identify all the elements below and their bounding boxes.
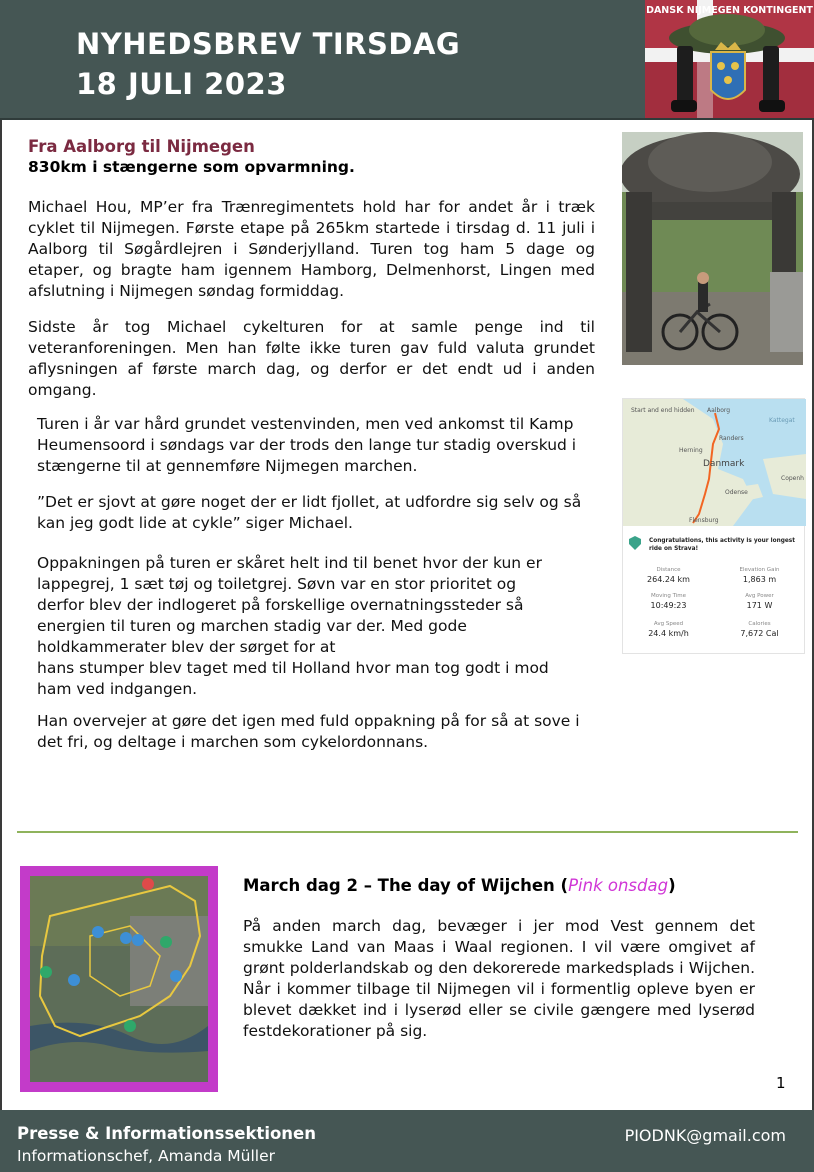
title-line-1: NYHEDSBREV TIRSDAG	[76, 27, 461, 61]
paragraph-line: Oppakningen på turen er skåret helt ind til benet hvor der kun er	[37, 554, 542, 572]
map-label-randers: Randers	[719, 435, 744, 442]
map-label-flensburg: Flensburg	[689, 517, 719, 524]
newsletter-title	[76, 24, 460, 104]
article2-heading-pink: Pink onsdag	[568, 876, 669, 895]
article1-subheading: 830km i stængerne som opvarmning.	[28, 158, 355, 176]
article1-paragraph-6: Han overvejer at gøre det igen med fuld oppakning på for så at sove i det fri, og deltage i marchen som cykelordonnans.	[37, 712, 580, 751]
stat-moving-time	[623, 593, 714, 610]
wijchen-route-map	[20, 866, 218, 1092]
article1-paragraph-1: Michael Hou, MP’er fra Trænregimentets hold har for andet år i træk cyklet til Nijmegen. Første etape på 265km startede i tirsdag d. 11 juli i Aalborg til Søgårdlejren i Sønderjylland. Turen tog ham 5 dage og etaper, og bragte ham igennem Hamborg, Delmenhorst, Lingen med afslutning i Nijmegen søndag formiddag.	[28, 198, 595, 300]
page-number: 1	[776, 1074, 786, 1092]
strava-route-map	[623, 399, 806, 526]
map-label-herning: Herning	[679, 447, 703, 454]
map-label-kattegat: Kattegat	[769, 417, 795, 424]
stat-calories	[714, 621, 805, 638]
map-label-danmark: Danmark	[703, 459, 745, 469]
article2-heading	[243, 876, 676, 895]
article1-paragraph-5	[37, 553, 599, 700]
stat-label: Moving Time	[650, 593, 687, 599]
stat-value: 7,672 Cal	[740, 629, 779, 638]
strava-congrats-banner	[623, 527, 806, 557]
stat-value: 171 W	[746, 601, 773, 610]
map-label-odense: Odense	[725, 489, 748, 496]
stat-label: Distance	[656, 567, 681, 573]
article2-heading-end: )	[668, 876, 676, 895]
stat-value: 1,863 m	[742, 575, 777, 584]
paragraph-line: ham ved indgangen.	[37, 680, 198, 698]
stat-label: Elevation Gain	[739, 567, 780, 573]
cyclist-arch-photo	[622, 132, 803, 365]
map-label-copenhagen: Copenh	[781, 475, 804, 482]
stat-label: Avg Power	[745, 593, 774, 599]
article1-paragraph-2: Sidste år tog Michael cykelturen for at samle penge ind til veteranforeningen. Men han følte ikke turen gav fuld valuta grundet aflysningen af første march dag, og derfor er det endt ud i anden omgang.	[28, 318, 595, 399]
strava-activity-card	[622, 398, 805, 654]
stat-value: 264.24 km	[647, 575, 690, 584]
stat-label: Avg Speed	[653, 621, 684, 627]
stat-label: Calories	[748, 621, 771, 627]
paragraph-line: hans stumper blev taget med til Holland hvor man tog godt i mod	[37, 659, 549, 677]
paragraph-line: energien til turen og marchen stadig var der. Med gode	[37, 617, 467, 635]
article1-heading: Fra Aalborg til Nijmegen	[28, 137, 255, 156]
stat-value: 10:49:23	[650, 601, 687, 610]
article1-paragraph-4: ”Det er sjovt at gøre noget der er lidt fjollet, at udfordre sig selv og så kan jeg godt lide at cykle” siger Michael.	[37, 493, 582, 532]
article1-paragraph-3: Turen i år var hård grundet vestenvinden, men ved ankomst til Kamp Heumensoord i søndags var der trods den lange tur stadig overskud i stængerne til at gennemføre Nijmegen marchen.	[37, 415, 577, 475]
article2-heading-main: March dag 2 – The day of Wijchen (	[243, 876, 569, 895]
stat-avg-speed	[623, 621, 714, 638]
footer-chief: Informationschef, Amanda Müller	[17, 1147, 275, 1165]
article2-body: På anden march dag, bevæger i jer mod Vest gennem det smukke Land van Maas i Waal regionen. I vil være omgivet af grønt polderlandskab og den dekorerede markedsplads i Wijchen. Når i kommer tilbage til Nijmegen vil i formentlig opleve byen er blevet dækket ind i lyserød eller se civile gængere med lyserød festdekorationer på sig.	[243, 917, 755, 1040]
footer-email[interactable]: PIODNK@gmail.com	[624, 1126, 786, 1145]
title-line-2: 18 JULI 2023	[76, 67, 287, 101]
map-title: Start and end hidden	[631, 407, 695, 414]
badge-icon	[629, 536, 641, 550]
paragraph-line: holdkammerater blev der sørget for at	[37, 638, 336, 656]
contingent-logo	[645, 0, 814, 118]
newsletter-header	[0, 0, 814, 120]
section-divider	[17, 831, 798, 833]
stat-distance	[623, 567, 714, 584]
stat-avg-power	[714, 593, 805, 610]
strava-congrats-text: Congratulations, this activity is your longest ride on Strava!	[649, 538, 796, 552]
newsletter-footer	[0, 1110, 814, 1172]
paragraph-line: lappegrej, 1 sæt tøj og toiletgrej. Søvn var en stor prioritet og	[37, 575, 517, 593]
stat-elevation	[714, 567, 805, 584]
map-label-aalborg: Aalborg	[707, 407, 731, 414]
logo-text: DANSK NIJMEGEN KONTINGENT	[646, 5, 813, 16]
stat-value: 24.4 km/h	[648, 629, 689, 638]
footer-organization: Presse & Informationssektionen	[17, 1124, 316, 1143]
paragraph-line: derfor blev der indlogeret på forskellige overnatningssteder så	[37, 596, 524, 614]
